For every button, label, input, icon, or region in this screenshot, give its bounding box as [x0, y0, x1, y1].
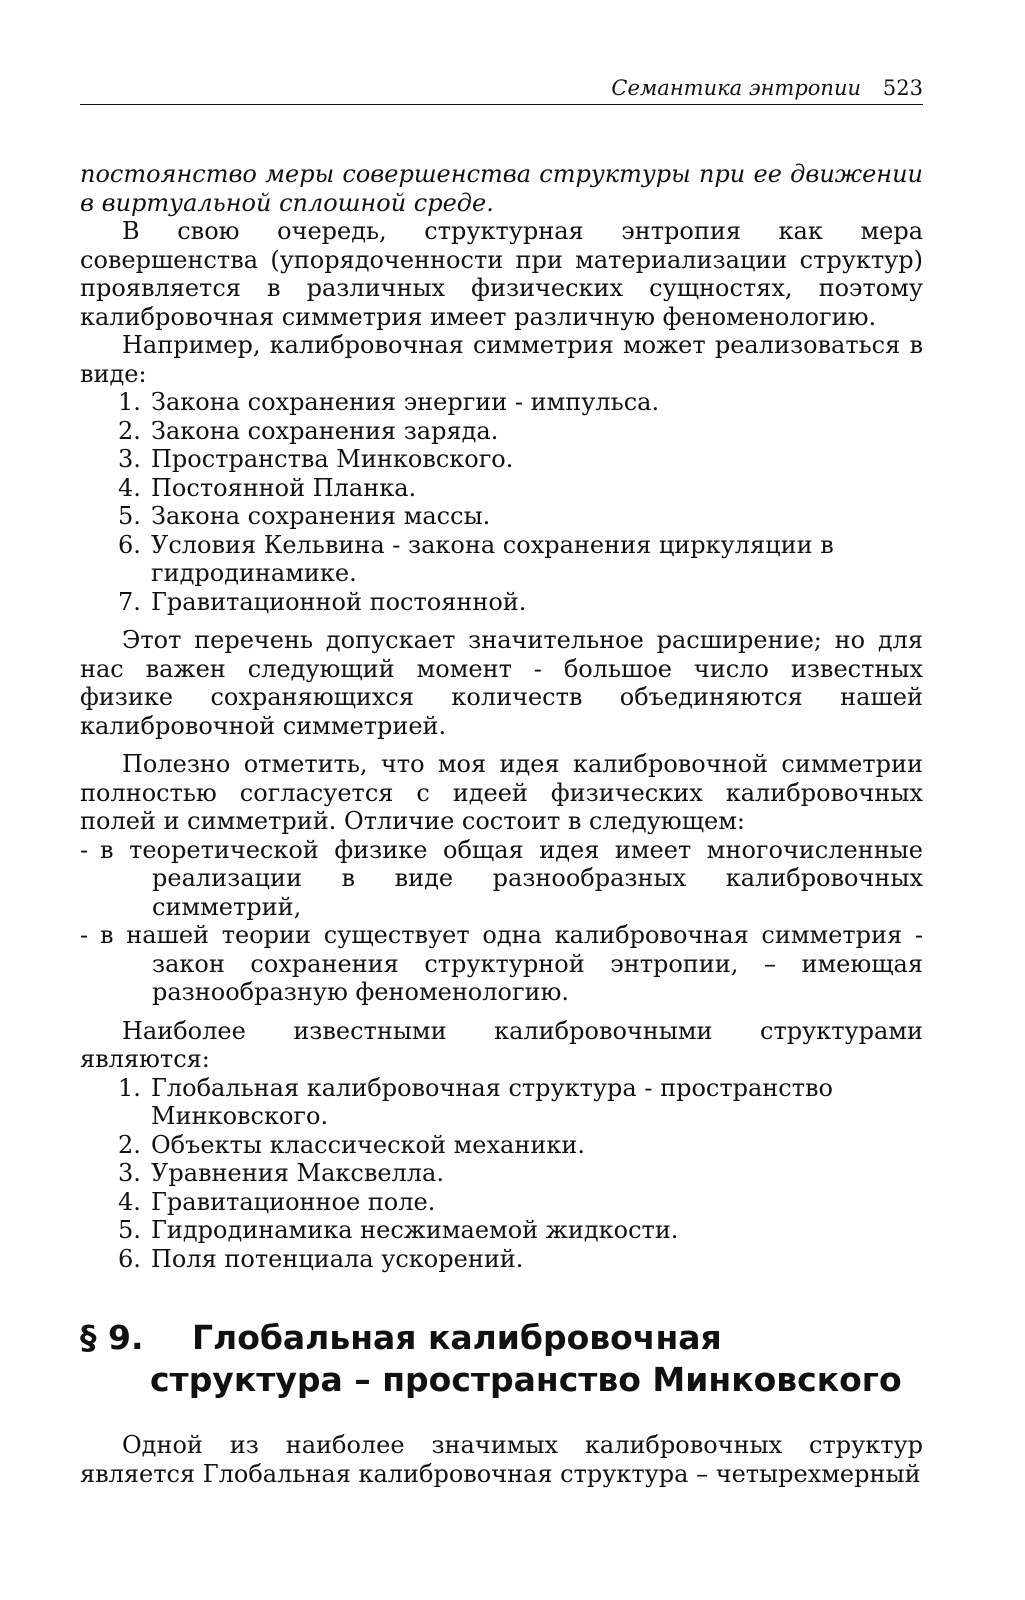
running-head: [80, 70, 923, 105]
page-number: 523: [882, 76, 923, 100]
list-item: [80, 445, 923, 474]
list-item-text: Гравитационное поле.: [151, 1187, 436, 1216]
numbered-list-symmetries: [80, 388, 923, 616]
section-title: Глобальная калибровочная структура – пространство Минковского: [150, 1318, 902, 1399]
dash-marker: -: [80, 835, 89, 864]
list-item-text: Пространства Минковского.: [151, 445, 514, 473]
list-item-number: 6.: [118, 530, 141, 559]
list-item-text: Закона сохранения энергии - импульса.: [151, 388, 660, 416]
dash-item-text: в нашей теории существует одна калибровочная симметрия - закон сохранения структурной энтропии, – имеющая разнообразную феноменологию.: [100, 921, 923, 1006]
list-item-number: 2.: [118, 416, 141, 445]
list-item-text: Закона сохранения массы.: [151, 502, 491, 530]
list-item: [80, 1159, 923, 1188]
dash-list-differences: [80, 836, 923, 1007]
list-item: [80, 1245, 923, 1274]
list-item-text: Условия Кельвина - закона сохранения циркуляции в гидродинамике.: [151, 530, 834, 587]
list-item-text: Уравнения Максвелла.: [151, 1159, 444, 1187]
paragraph: Наиболее известными калибровочными структурами являются:: [80, 1016, 923, 1073]
numbered-list-structures: [80, 1074, 923, 1274]
list-item-text: Поля потенциала ускорений.: [151, 1244, 524, 1273]
list-item: [80, 474, 923, 503]
paragraph: В свою очередь, структурная энтропия как мера совершенства (упорядоченности при материализации структур) проявляется в различных физических сущностях, поэтому калибровочная симметрия имеет различную феноменологию.: [80, 217, 923, 331]
running-head-title: Семантика энтропии: [611, 76, 861, 100]
list-item: [80, 1074, 923, 1131]
paragraph: Например, калибровочная симметрия может реализоваться в виде:: [80, 331, 923, 388]
list-item-text: Постоянной Планка.: [151, 473, 417, 502]
list-item-number: 1.: [118, 388, 141, 416]
list-item: [80, 388, 923, 417]
section-number: § 9.: [80, 1318, 144, 1357]
list-item-text: Гравитационной постоянной.: [151, 587, 527, 616]
dash-item: [80, 836, 923, 922]
list-item-text: Объекты классической механики.: [151, 1130, 585, 1159]
list-item-text: Закона сохранения заряда.: [151, 416, 499, 445]
list-item-text: Гидродинамика несжимаемой жидкости.: [151, 1216, 679, 1244]
list-item: [80, 531, 923, 588]
dash-item-text: в теоретической физике общая идея имеет многочисленные реализации в виде разнообразных калибровочных симметрий,: [100, 835, 923, 921]
paragraph: Этот перечень допускает значительное расширение; но для нас важен следующий момент - большое число известных физике сохраняющихся количеств объединяются нашей калибровочной симметрией.: [80, 626, 923, 740]
list-item-number: 2.: [118, 1130, 141, 1159]
list-item-number: 3.: [118, 1159, 141, 1187]
list-item: [80, 1216, 923, 1245]
dash-marker: -: [80, 921, 89, 949]
list-item-number: 6.: [118, 1244, 141, 1273]
list-item-number: 3.: [118, 445, 141, 473]
paragraph: Полезно отметить, что моя идея калибровочной симметрии полностью согласуется с идеей физических калибровочных полей и симметрий. Отличие состоит в следующем:: [80, 750, 923, 835]
list-item-number: 7.: [118, 587, 141, 616]
list-item-number: 4.: [118, 473, 141, 502]
paragraph: Одной из наиболее значимых калибровочных структур является Глобальная калибровочная структура – четырехмерный: [80, 1431, 923, 1488]
paragraph-continuation: постоянство меры совершенства структуры при ее движении в виртуальной сплошной среде.: [80, 160, 923, 217]
list-item: [80, 588, 923, 617]
list-item: [80, 502, 923, 531]
list-item-text: Глобальная калибровочная структура - пространство Минковского.: [151, 1073, 833, 1130]
list-item-number: 5.: [118, 1216, 141, 1244]
page-body: [80, 160, 923, 1488]
list-item: [80, 417, 923, 446]
dash-item: [80, 921, 923, 1007]
section-heading: [80, 1317, 923, 1401]
list-item-number: 1.: [118, 1073, 141, 1102]
list-item: [80, 1131, 923, 1160]
list-item: [80, 1188, 923, 1217]
list-item-number: 4.: [118, 1187, 141, 1216]
list-item-number: 5.: [118, 502, 141, 530]
